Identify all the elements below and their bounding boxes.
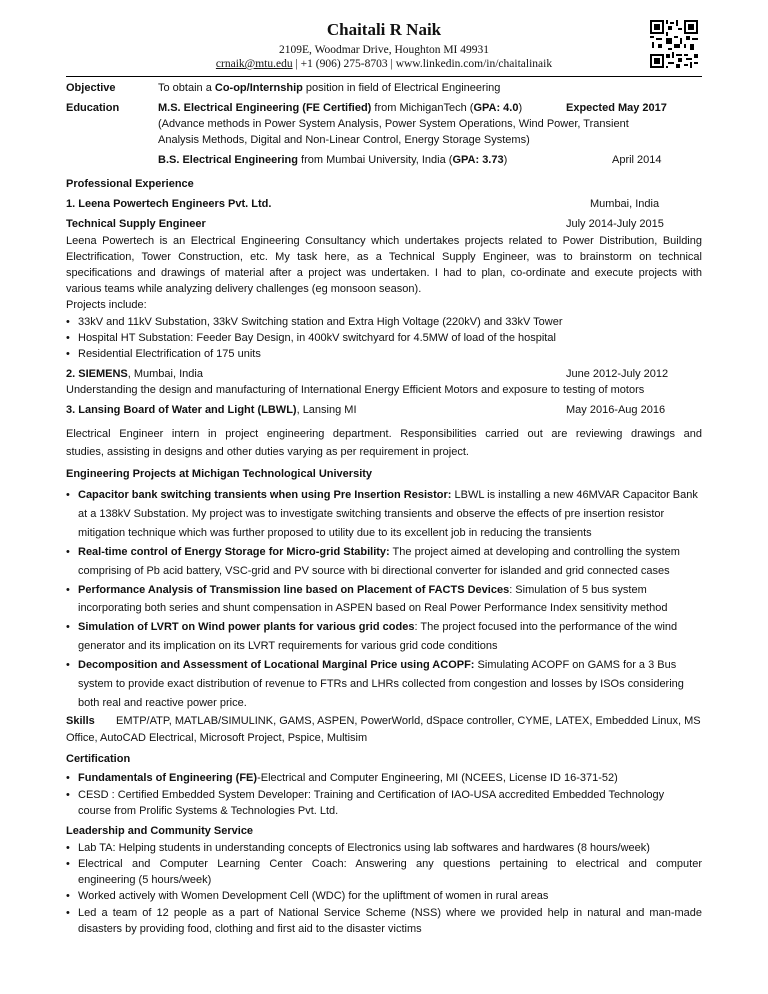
ms-gpa: GPA: 4.0	[473, 102, 519, 114]
eng-project-title: Capacitor bank switching transients when using Pre Insertion Resistor:	[78, 489, 452, 501]
bullet-icon: •	[66, 907, 70, 919]
bullet-icon: •	[66, 789, 70, 801]
bullet-icon: •	[66, 332, 70, 344]
eng-project-title: Real-time control of Energy Storage for Micro-grid Stability:	[78, 546, 390, 558]
job1-dates: July 2014-July 2015	[566, 218, 664, 230]
eng-project-item	[78, 544, 702, 560]
eng-project-l2: comprising of Pb acid battery, VSC-grid and PV source with bi directional converter for islanded and grid connected cases	[78, 565, 670, 577]
objective-post: position in field of Electrical Engineering	[302, 82, 501, 94]
job3-location: , Lansing MI	[296, 404, 357, 416]
leadership-item: Worked actively with Women Development Cell (WDC) for the upliftment of women in rural areas	[78, 890, 549, 902]
bullet-icon: •	[66, 621, 70, 633]
eng-project-l1: : Simulation of 5 bus system	[509, 584, 647, 596]
eng-project-l1: LBWL is installing a new 46MVAR Capacitor Bank	[451, 489, 698, 501]
ms-from: from MichiganTech (	[371, 102, 474, 114]
address: 2109E, Woodmar Drive, Houghton MI 49931	[279, 44, 489, 56]
bullet-icon: •	[66, 659, 70, 671]
bs-close: )	[503, 154, 508, 166]
eng-project-l2: generator and its implication on its LVRT requirements for various grid code conditions	[78, 640, 498, 652]
ms-courses-1: (Advance methods in Power System Analysis, Power System Operations, Wind Power, Transient	[158, 118, 629, 130]
cert-fe-bold: Fundamentals of Engineering (FE)	[78, 772, 258, 784]
job1-desc-4: various teams while analyzing delivery challenges (eg monsoon season).	[66, 283, 422, 295]
job2-dates: June 2012-July 2012	[566, 368, 669, 380]
bullet-icon: •	[66, 842, 70, 854]
leadership-item: Lab TA: Helping students in understanding concepts of Electronics using lab softwares and hardwares (8 hours/week)	[78, 842, 650, 854]
leadership-heading: Leadership and Community Service	[66, 825, 254, 837]
objective-pre: To obtain a	[158, 82, 215, 94]
leadership-item: Led a team of 12 people as a part of National Service Scheme (NSS) where we provided help in natural and man-made	[78, 907, 702, 919]
contact-details: | +1 (906) 275-8703 | www.linkedin.com/in/chaitalinaik	[292, 58, 553, 70]
ms-fe: (FE Certified)	[302, 102, 372, 114]
cert-fe-rest: -Electrical and Computer Engineering, MI (NCEES, License ID 16-371-52)	[257, 772, 618, 784]
skills-line-1: EMTP/ATP, MATLAB/SIMULINK, GAMS, ASPEN, PowerWorld, dSpace controller, CYME, LATEX, Embedded Linux, MS	[116, 715, 701, 727]
job3-desc-2: studies, assisting in designs and other duties varying as per requirement in project.	[66, 446, 469, 458]
job3-desc-1: Electrical Engineer intern in project engineering department. Responsibilities carried out are reviewing drawings and	[66, 428, 702, 440]
qr-code-icon	[650, 20, 698, 68]
eng-project-l1: : The project focused into the performance of the wind	[414, 621, 678, 633]
leadership-item: Electrical and Computer Learning Center Coach: Answering any questions pertaining to electrical and computer	[78, 858, 702, 870]
bs-date: April 2014	[612, 154, 662, 166]
bullet-icon: •	[66, 316, 70, 328]
job2-desc: Understanding the design and manufacturing of International Energy Efficient Motors and exposure to testing of motors	[66, 384, 645, 396]
objective-label: Objective	[66, 82, 116, 94]
bs-gpa: GPA: 3.73	[452, 154, 504, 166]
eng-project-item	[78, 487, 702, 503]
eng-project-item	[78, 582, 702, 598]
skills-line-2: Office, AutoCAD Electrical, Microsoft Project, Pspice, Multisim	[66, 732, 368, 744]
eng-project-l2: incorporating both series and shunt compensation in ASPEN based on Real Power Performance Index sensitivity method	[78, 602, 668, 614]
eng-projects-heading: Engineering Projects at Michigan Technological University	[66, 468, 373, 480]
job1-desc-1: Leena Powertech is an Electrical Engineering Consultancy which undertakes projects related to Power Distribution, Building	[66, 235, 702, 247]
eng-project-title: Performance Analysis of Transmission line based on Placement of FACTS Devices	[78, 584, 510, 596]
bullet-icon: •	[66, 489, 70, 501]
bullet-icon: •	[66, 772, 70, 784]
eng-project-item	[78, 657, 702, 673]
eng-project-l3: both real and reactive power price.	[78, 697, 247, 709]
eng-project-title: Decomposition and Assessment of Locational Marginal Price using ACOPF:	[78, 659, 475, 671]
job1-desc-3: specifications and drawings of material after a project was undertaken. I had to plan, co-ordinate and execute projects with	[66, 267, 702, 279]
education-label: Education	[66, 102, 120, 114]
eng-project-l2: at a 138kV Substation. My project was to investigate switching transients and observe the effects of pre insertion resistor	[78, 508, 665, 520]
cert-fe	[78, 770, 702, 786]
bs-from: from Mumbai University, India (	[298, 154, 453, 166]
ms-degree: M.S. Electrical Engineering	[158, 102, 300, 114]
header-divider	[66, 76, 702, 77]
ms-degree-line	[158, 100, 522, 116]
eng-project-item	[78, 619, 702, 635]
experience-heading: Professional Experience	[66, 178, 194, 190]
bullet-icon: •	[66, 584, 70, 596]
cert-cesd-1: CESD : Certified Embedded System Developer: Training and Certification of IAO-USA accredited Embedded Technology	[78, 789, 665, 801]
eng-project-l3: mitigation technique which was further proposed to utility due to its excellent job in reducing the transients	[78, 527, 592, 539]
bullet-icon: •	[66, 890, 70, 902]
eng-project-title: Simulation of LVRT on Wind power plants for various grid codes	[78, 621, 415, 633]
email-link[interactable]: crnaik@mtu.edu	[215, 58, 293, 70]
bullet-icon: •	[66, 348, 70, 360]
job1-company: 1. Leena Powertech Engineers Pvt. Ltd.	[66, 198, 272, 210]
job2-company: 2. SIEMENS	[66, 368, 128, 380]
project-item: Residential Electrification of 175 units	[78, 348, 261, 360]
job2-location: , Mumbai, India	[127, 368, 203, 380]
job1-desc-2: Electrification, Tower Construction, etc. My task here, as a Technical Supply Engineer, was to brainstorm on technical	[66, 251, 702, 263]
bs-degree-line	[158, 152, 507, 168]
job3-company: 3. Lansing Board of Water and Light (LBWL)	[66, 404, 297, 416]
bullet-icon: •	[66, 858, 70, 870]
objective-text	[158, 80, 500, 96]
leadership-item-l2: disasters by providing food, clothing and first aid to the disaster victims	[78, 923, 422, 935]
bullet-icon: •	[66, 546, 70, 558]
cert-cesd-2: course from Prolific Systems & Technologies Pvt. Ltd.	[78, 805, 339, 817]
certification-heading: Certification	[66, 753, 131, 765]
job1-location: Mumbai, India	[590, 198, 660, 210]
objective-bold: Co-op/Internship	[214, 82, 303, 94]
project-item: 33kV and 11kV Substation, 33kV Switching station and Extra High Voltage (220kV) and 33kV Tower	[78, 316, 563, 328]
skills-label: Skills	[66, 715, 95, 727]
bs-degree: B.S. Electrical Engineering	[158, 154, 298, 166]
ms-close: )	[518, 102, 523, 114]
eng-project-l1: Simulating ACOPF on GAMS for a 3 Bus	[474, 659, 677, 671]
ms-courses-2: Analysis Methods, Digital and Non-Linear Control, Energy Storage Systems)	[158, 134, 530, 146]
ms-date: Expected May 2017	[566, 102, 667, 114]
leadership-item-l2: engineering (5 hours/week)	[78, 874, 212, 886]
candidate-name: Chaitali R Naik	[326, 20, 442, 39]
project-item: Hospital HT Substation: Feeder Bay Design, in 400kV switchyard for 4.5MW of load of the hospital	[78, 332, 556, 344]
job1-title: Technical Supply Engineer	[66, 218, 206, 230]
projects-label: Projects include:	[66, 299, 147, 311]
eng-project-l1: The project aimed at developing and controlling the system	[389, 546, 680, 558]
job3-dates: May 2016-Aug 2016	[566, 404, 666, 416]
eng-project-l2: system to provide exact distribution of revenue to FTRs and LHRs collected from congestion and losses by ISOs considering	[78, 678, 684, 690]
